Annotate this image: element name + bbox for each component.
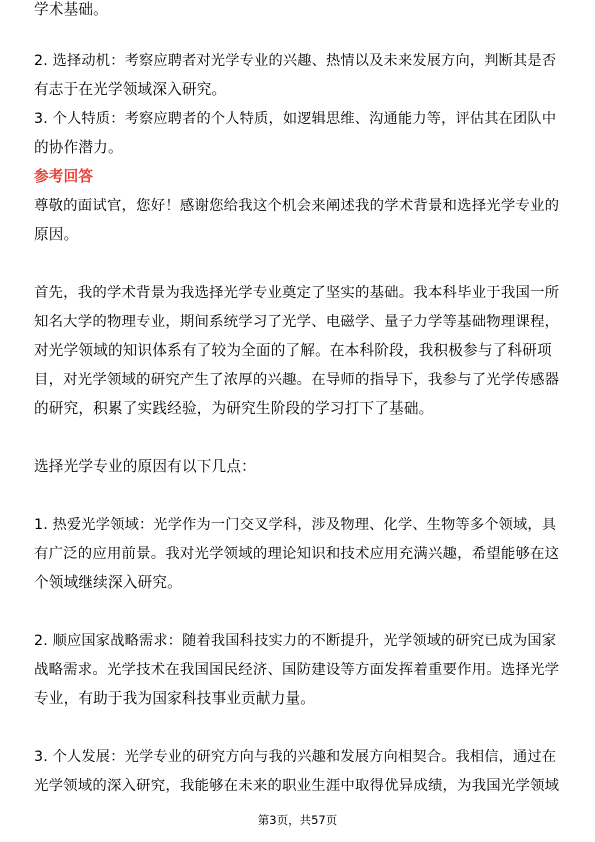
background-line-3: 对光学领域的知识体系有了较为全面的了解。在本科阶段，我积极参与了科研项 <box>34 342 552 359</box>
background-line-1: 首先，我的学术背景为我选择光学专业奠定了坚实的基础。我本科毕业于我国一所 <box>34 285 560 301</box>
background-line-4: 目，对光学领域的研究产生了浓厚的兴趣。在导师的指导下，我参与了光学传感器 <box>34 372 560 388</box>
criterion-3-line-1: 3. 个人特质：考察应聘者的个人特质，如逻辑思维、沟通能力等，评估其在团队中 <box>34 111 557 127</box>
reason-1-line-1: 1. 热爱光学领域：光学作为一门交叉学科，涉及物理、化学、生物等多个领域，具 <box>34 517 557 533</box>
page-number-footer: 第3页，共57页 <box>257 813 338 827</box>
criterion-2-line-2: 有志于在光学领域深入研究。 <box>34 81 227 98</box>
criterion-2-line-1: 2. 选择动机：考察应聘者对光学专业的兴趣、热情以及未来发展方向，判断其是否 <box>34 53 557 69</box>
text-line-top-fragment: 学术基础。 <box>34 1 108 18</box>
background-line-2: 知名大学的物理专业，期间系统学习了光学、电磁学、量子力学等基础物理课程， <box>34 314 560 330</box>
criterion-3-line-2: 的协作潜力。 <box>34 139 123 156</box>
reason-3-line-2: 光学领域的深入研究，我能够在未来的职业生涯中取得优异成绩，为我国光学领域 <box>34 778 560 794</box>
reason-1-line-3: 个领域继续深入研究。 <box>34 574 182 591</box>
greeting-line-1: 尊敬的面试官，您好！感谢您给我这个机会来阐述我的学术背景和选择光学专业的 <box>34 198 560 214</box>
reason-2-line-2: 战略需求。光学技术在我国国民经济、国防建设等方面发挥着重要作用。选择光学 <box>34 662 560 678</box>
reasons-intro: 选择光学专业的原因有以下几点： <box>34 458 256 475</box>
reason-3-line-1: 3. 个人发展：光学专业的研究方向与我的兴趣和发展方向相契合。我相信，通过在 <box>34 749 557 765</box>
reason-2-line-3: 专业，有助于我为国家科技事业贡献力量。 <box>34 690 316 707</box>
reason-1-line-2: 有广泛的应用前景。我对光学领域的理论知识和技术应用充满兴趣，希望能够在这 <box>34 546 560 562</box>
reason-2-line-1: 2. 顺应国家战略需求：随着我国科技实力的不断提升，光学领域的研究已成为国家 <box>34 633 557 649</box>
greeting-line-2: 原因。 <box>34 226 79 243</box>
background-line-5: 的研究，积累了实践经验，为研究生阶段的学习打下了基础。 <box>34 400 434 417</box>
answer-heading: 参考回答 <box>34 168 94 185</box>
